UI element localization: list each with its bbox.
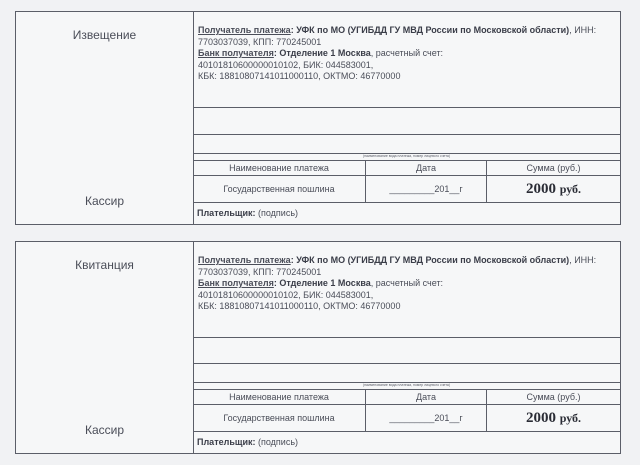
divider <box>193 363 620 364</box>
col-header-date: Дата <box>416 163 436 173</box>
receipt-recipient-info <box>198 255 614 313</box>
notice-form <box>15 11 621 225</box>
divider <box>193 337 620 338</box>
receipt-cashier-label: Кассир <box>84 423 125 437</box>
payer-line <box>197 208 298 218</box>
kbk-line: КБК: 18810807141011000110, ОКТМО: 46770000 <box>198 71 401 81</box>
payer-line <box>197 437 298 447</box>
payment-amount <box>487 405 620 431</box>
col-header-date: Дата <box>416 392 436 402</box>
payer-label: Плательщик: <box>197 208 256 218</box>
receipt-left-column <box>16 242 194 453</box>
payment-caption: (наименование вида платежа, номер лицевого счета) <box>362 383 451 387</box>
recipient-label: Получатель платежа <box>198 25 291 35</box>
receipt-details <box>193 242 620 453</box>
column-divider <box>365 389 366 431</box>
col-header-amount: Сумма (руб.) <box>526 163 581 173</box>
divider <box>193 134 620 135</box>
payment-date: _________201__г <box>389 184 463 194</box>
receipt-form <box>15 241 621 454</box>
receipt-title: Квитанция <box>75 258 134 272</box>
bank-account-label: , расчетный счет: <box>370 278 444 288</box>
bank-label: Банк получателя <box>198 48 274 58</box>
column-divider <box>486 160 487 202</box>
payer-signature: (подпись) <box>255 208 299 218</box>
recipient-label: Получатель платежа <box>198 255 291 265</box>
recipient-value: : УФК по МО (УГИБДД ГУ МВД России по Московской области) <box>290 25 570 35</box>
bank-label: Банк получателя <box>198 278 274 288</box>
amount-value: 2000 <box>525 410 556 426</box>
column-divider <box>365 160 366 202</box>
bank-account-label: , расчетный счет: <box>370 48 444 58</box>
payment-caption: (наименование вида платежа, номер лицевого счета) <box>362 154 451 158</box>
divider <box>193 107 620 108</box>
notice-title: Извещение <box>72 28 137 42</box>
bank-account: 40101810600000010102, БИК: 044583001, <box>198 59 374 70</box>
col-header-payment-name: Наименование платежа <box>229 392 329 402</box>
notice-left-column <box>16 12 194 224</box>
divider <box>193 431 620 432</box>
notice-details <box>193 12 620 224</box>
amount-unit: руб. <box>559 182 582 196</box>
divider <box>193 202 620 203</box>
kbk-line: КБК: 18810807141011000110, ОКТМО: 46770000 <box>198 301 401 311</box>
recipient-codes: , ИНН: 7703037039, КПП: 770245001 <box>198 25 597 47</box>
amount-value: 2000 <box>525 181 556 197</box>
bank-value: : Отделение 1 Москва <box>273 278 371 288</box>
payment-name: Государственная пошлина <box>223 413 335 423</box>
recipient-codes: , ИНН: 7703037039, КПП: 770245001 <box>198 255 597 277</box>
payment-name: Государственная пошлина <box>223 184 335 194</box>
bank-value: : Отделение 1 Москва <box>273 48 371 58</box>
payer-label: Плательщик: <box>197 437 256 447</box>
amount-unit: руб. <box>559 411 582 425</box>
column-divider <box>486 389 487 431</box>
recipient-value: : УФК по МО (УГИБДД ГУ МВД России по Московской области) <box>290 255 570 265</box>
payer-signature: (подпись) <box>255 437 299 447</box>
bank-account: 40101810600000010102, БИК: 044583001, <box>198 289 374 300</box>
payment-amount <box>487 176 620 202</box>
col-header-payment-name: Наименование платежа <box>229 163 329 173</box>
notice-cashier-label: Кассир <box>84 194 125 208</box>
col-header-amount: Сумма (руб.) <box>526 392 581 402</box>
notice-recipient-info <box>198 25 614 83</box>
payment-date: _________201__г <box>389 413 463 423</box>
